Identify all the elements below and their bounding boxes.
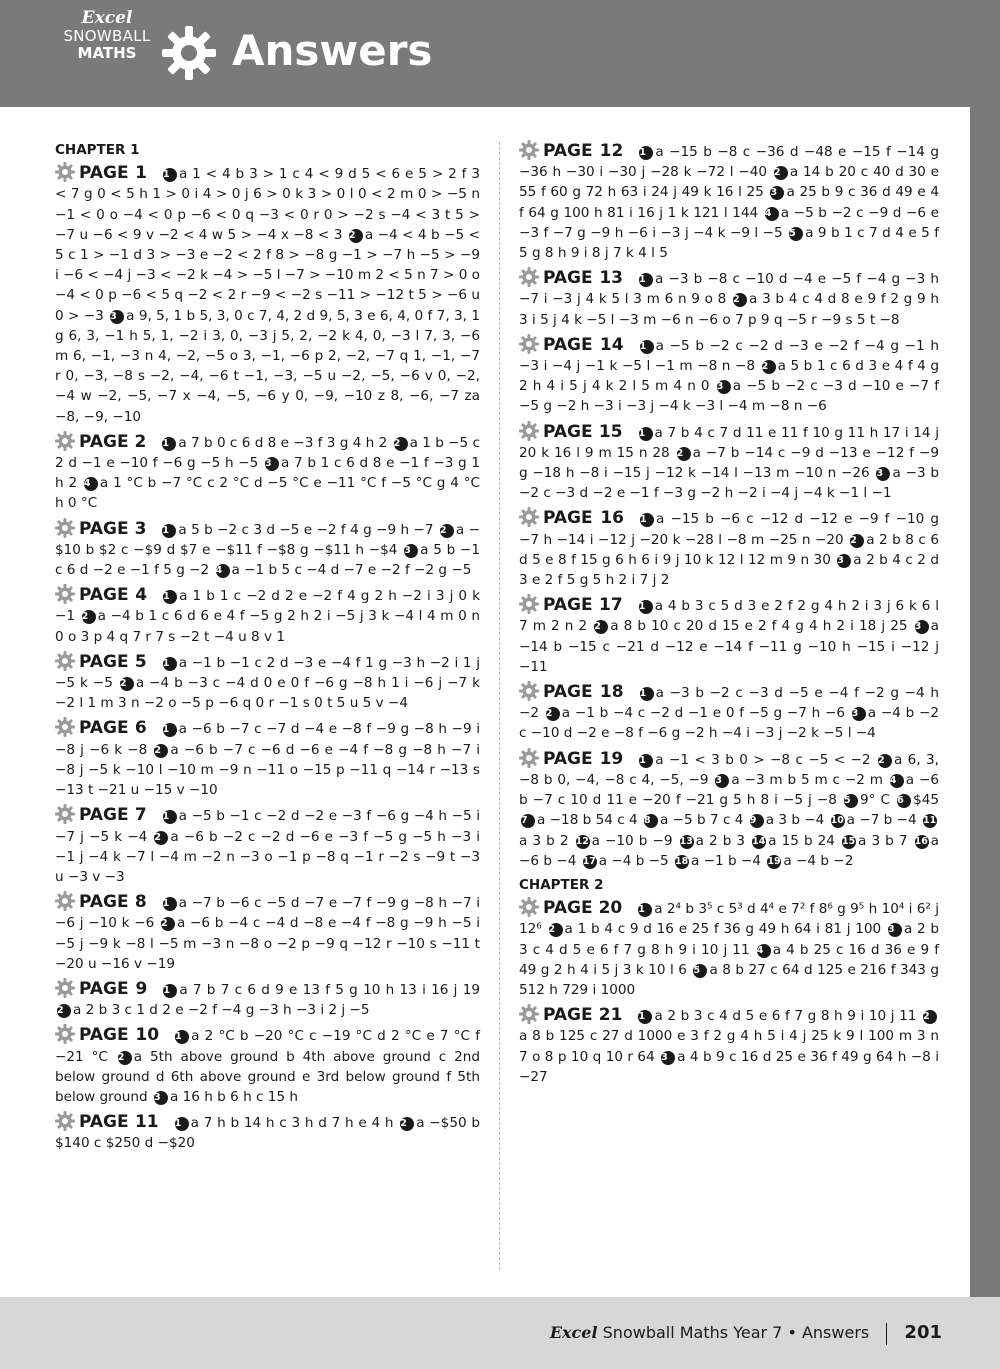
answer-text: a −$50 b $140 c $250 d −$20 <box>55 1115 481 1152</box>
gear-icon <box>519 267 539 287</box>
question-number-badge: 2 <box>82 610 96 624</box>
gear-icon <box>519 748 539 768</box>
answer-text: a 3 b 2 <box>519 832 569 849</box>
question-number-badge: 4 <box>84 477 98 491</box>
question-number-badge: 1 <box>162 437 176 451</box>
question-number-badge: 2 <box>154 744 168 758</box>
page-heading <box>519 508 638 529</box>
answer-text: a 2 °C b −20 °C c −19 °C d 2 °C e 7 °C f −21 °C <box>55 1028 480 1065</box>
gear-icon <box>519 594 539 614</box>
brand-maths: MATHS <box>77 44 137 62</box>
answer-text: a −7 b −14 c −9 d −13 e −12 f −9 g −18 h −8 i −15 j −12 k −14 l −13 m −10 n −26 <box>519 444 940 482</box>
page-label: PAGE 4 <box>79 585 148 606</box>
answer-text: a −3 b −2 c −3 d −2 e −1 f −3 g −2 h −2 i −4 j −4 k −1 l −1 <box>519 465 940 502</box>
answer-text: a −6 b −7 c −7 d −4 e −8 f −9 g −8 h −9 i −8 j −6 k −8 <box>55 721 480 758</box>
question-number-badge: 5 <box>789 227 803 241</box>
page-number: 201 <box>904 1322 942 1343</box>
question-number-badge: 2 <box>118 1051 132 1065</box>
answer-text: a 8 b 125 c 27 d 1000 e 3 f 2 g 4 h 5 i 4 j 25 k 9 l 100 m 3 n 7 o 8 p 10 q 10 r 64 <box>519 1028 939 1065</box>
answer-text: a 9 b 1 c 7 d 4 e 5 f 5 g 8 h 9 i 8 j 7 k 4 l 5 <box>519 224 940 262</box>
answer-section <box>55 431 480 514</box>
answer-text: a −5 b 7 c 4 <box>660 812 744 829</box>
question-number-badge: 1 <box>640 687 654 701</box>
answer-text: a −6 b −7 c 10 d 11 e −20 f −21 g 5 h 8 i −5 j −8 <box>519 771 939 809</box>
page-heading <box>55 163 161 184</box>
answer-text: a −5 b −2 c −2 d −3 e −2 f −4 g −1 h −3 i −4 j −1 k −5 l −1 m −8 n −8 <box>519 337 939 375</box>
question-number-badge: 3 <box>154 1091 168 1105</box>
gear-icon <box>519 1004 539 1024</box>
answer-text: a −10 b −9 <box>591 832 673 849</box>
page-heading <box>55 431 160 452</box>
answer-text: a −5 b −2 c −9 d −6 e −3 f −7 g −9 h −6 i −3 j −4 k −9 l −5 <box>519 204 939 241</box>
gear-icon <box>55 431 75 451</box>
page-label: PAGE 1 <box>79 163 147 184</box>
answer-section <box>55 518 480 581</box>
question-number-badge: 3 <box>715 774 729 788</box>
answer-text: a 5 b −2 c 3 d −5 e −2 f 4 g −9 h −7 <box>178 521 434 538</box>
answer-text: a 16 h b 6 h c 15 h <box>169 1088 299 1105</box>
question-number-badge: 2 <box>161 917 175 931</box>
page-heading <box>519 334 638 355</box>
page-label: PAGE 14 <box>543 334 624 355</box>
answer-text: a −4 b −2 <box>783 852 854 869</box>
answer-text: a 1 °C b −7 °C c 2 °C d −5 °C e −11 °C f −5 °C g 4 °C h 0 °C <box>55 475 480 512</box>
question-number-badge: 14 <box>752 835 766 847</box>
question-number-badge: 18 <box>675 855 689 867</box>
page-heading <box>55 1112 173 1133</box>
answer-text: a 8 b 27 c 64 d 125 e 216 f 343 g 512 h 729 i 1000 <box>519 961 940 998</box>
answer-text: a 25 b 9 c 36 d 49 e 4 f 64 g 100 h 81 i 16 j 1 k 121 l 144 <box>519 184 940 221</box>
page-heading <box>55 651 161 672</box>
question-number-badge: 2 <box>677 447 691 461</box>
question-number-badge: 3 <box>404 544 418 558</box>
question-number-badge: 8 <box>644 814 658 828</box>
answer-text: a 6, 3, −8 b 0, −4, −8 c 4, −5, −9 <box>519 751 939 788</box>
chapter-heading: CHAPTER 1 <box>55 142 140 158</box>
answer-text: a 3 b 4 c 4 d 8 e 9 f 2 g 9 h 3 i 5 j 4 k −5 l −3 m −6 n −6 o 7 p 9 q −5 r −9 s 5 t −8 <box>519 291 939 328</box>
answer-text: a 7 b 0 c 6 d 8 e −3 f 3 g 4 h 2 <box>178 434 388 451</box>
question-number-badge: 15 <box>842 835 856 847</box>
gear-icon <box>55 584 75 604</box>
question-number-badge: 1 <box>639 146 653 160</box>
answer-text: a 4 b 3 c 5 d 3 e 2 f 2 g 4 h 2 i 3 j 6 k 6 l 7 m 2 n 2 <box>519 598 939 635</box>
question-number-badge: 4 <box>890 774 904 788</box>
answer-text: a 3 b 7 <box>858 832 908 849</box>
answers-column-right <box>519 140 939 1091</box>
question-number-badge: 1 <box>162 524 176 538</box>
gear-icon <box>55 518 75 538</box>
gear-icon <box>519 334 539 354</box>
page-title: Answers <box>232 26 433 75</box>
gear-icon <box>55 1111 75 1131</box>
brand-logo <box>52 10 162 61</box>
gear-icon <box>519 681 539 701</box>
footer-bullet: • <box>787 1323 797 1342</box>
answer-section <box>519 748 939 871</box>
answer-text: a 14 b 20 c 40 d 30 e 55 f 60 g 72 h 63 i 24 j 49 k 16 l 25 <box>519 164 940 201</box>
page-label: PAGE 8 <box>79 892 147 913</box>
page-heading <box>55 1025 173 1046</box>
answer-text: a −4 b 1 c 6 d 6 e 4 f −5 g 2 h 2 i −5 j 3 k −4 l 4 m 0 n 0 o 3 p 4 q 7 r 7 s −2 t −4 u 8 v 1 <box>55 608 480 645</box>
column-divider <box>499 142 500 1270</box>
question-number-badge: 2 <box>733 293 747 307</box>
question-number-badge: 3 <box>876 467 890 481</box>
answer-text: a −6 b −4 <box>519 832 939 869</box>
answer-section <box>519 681 939 744</box>
question-number-badge: 6 <box>897 794 911 808</box>
question-number-badge: 1 <box>638 903 652 917</box>
page-heading <box>519 1005 636 1026</box>
answer-text: a 1 b 4 c 9 d 16 e 25 f 36 g 49 h 64 i 81 j 100 <box>564 921 882 938</box>
page-heading <box>55 518 160 539</box>
answer-text: a −14 b −15 c −21 d −12 e −14 f −11 g −10 h −15 i −12 j −11 <box>519 618 939 675</box>
question-number-badge: 11 <box>923 815 937 827</box>
page-label: PAGE 12 <box>543 141 624 161</box>
question-number-badge: 12 <box>575 835 589 847</box>
answer-text: a 2 b 3 c 4 d 5 e 6 f 7 g 8 h 9 i 10 j 11 <box>654 1008 917 1025</box>
answer-section <box>55 717 480 800</box>
question-number-badge: 1 <box>638 1010 652 1024</box>
page-label: PAGE 6 <box>79 718 147 739</box>
answer-text: a −1 < 3 b 0 > −8 c −5 < −2 <box>655 751 871 768</box>
footer-brand: Excel <box>549 1323 598 1342</box>
page-heading <box>519 682 638 703</box>
answer-text: a −$10 b $2 c −$9 d $7 e −$11 f −$8 g −$11 h −$4 <box>55 521 480 558</box>
answer-text: a −3 m b 5 m c −2 m <box>731 771 883 788</box>
question-number-badge: 2 <box>549 923 563 937</box>
answer-text: a 2 b 3 c 1 d 2 e −2 f −4 g −3 h −3 i 2 j −5 <box>73 1002 370 1019</box>
gear-icon <box>55 717 75 737</box>
page-label: PAGE 21 <box>543 1005 623 1026</box>
question-number-badge: 1 <box>640 513 654 527</box>
answer-text: a 3 b −4 <box>765 812 825 829</box>
question-number-badge: 4 <box>757 944 771 958</box>
question-number-badge: 2 <box>349 229 363 243</box>
page-label: PAGE 20 <box>543 898 623 919</box>
snowflake-gear-icon <box>160 24 218 82</box>
answer-section <box>519 507 939 590</box>
question-number-badge: 4 <box>765 207 779 221</box>
gear-icon <box>55 978 75 998</box>
answer-text: a 5th above ground b 4th above ground c 2nd below ground d 6th above ground e 3rd below ground f 5th below ground <box>55 1048 480 1105</box>
question-number-badge: 3 <box>915 620 929 634</box>
gear-icon <box>519 507 539 527</box>
question-number-badge: 7 <box>521 814 535 828</box>
question-number-badge: 1 <box>163 590 177 604</box>
question-number-badge: 3 <box>837 554 851 568</box>
page-label: PAGE 7 <box>79 805 147 826</box>
answer-text: a 2⁴ b 3⁵ c 5³ d 4⁴ e 7² f 8⁶ g 9⁵ h 10⁴ i 6² j 12⁶ <box>519 901 939 938</box>
page-heading <box>519 595 637 616</box>
answer-text: a 1 < 4 b 3 > 1 c 4 < 9 d 5 < 6 e 5 > 2 f 3 < 7 g 0 < 5 h 1 > 0 i 4 > 0 j 6 > 0 k 3 > 0 l 0 < 2 m 0 > −5 n −1 < 0 o −4 < 0 p −6 < 0 q −3 < 0 r 0 > −2 s −4 < 3 t 5 > −7 u −6 < 9 v −2 < 4 w 5 > −4 x −8 < 3 <box>55 166 480 243</box>
answer-text: a 2 b 3 <box>695 832 746 849</box>
answer-text: a −4 b −3 c −4 d 0 e 0 f −6 g −8 h 1 i −6 j −7 k −2 l 1 m 3 n −2 o −5 p −6 q 0 r −1 s 0 t 5 u 5 v −4 <box>55 675 480 712</box>
answer-text: $45 <box>913 792 940 809</box>
answer-text: a −7 b −6 c −5 d −7 e −7 f −9 g −8 h −7 i −6 j −10 k −6 <box>55 895 480 932</box>
question-number-badge: 3 <box>110 310 124 324</box>
answer-text: a 4 b 25 c 16 d 36 e 9 f 49 g 2 h 4 i 5 j 3 k 10 l 6 <box>519 941 939 978</box>
footer-section: Answers <box>801 1323 870 1342</box>
answer-text: a −1 b −1 c 2 d −3 e −4 f 1 g −3 h −2 i 1 j −5 k −5 <box>55 654 481 692</box>
answer-text: a −6 b −4 c −4 d −8 e −4 f −8 g −9 h −5 i −5 j −9 k −8 l −5 m −3 n −8 o −2 p −9 q −12 r −10 s −11 t −20 u −16 v −19 <box>55 915 480 972</box>
question-number-badge: 1 <box>163 984 177 998</box>
answer-section <box>55 978 480 1020</box>
question-number-badge: 2 <box>400 1117 414 1131</box>
question-number-badge: 2 <box>762 360 776 374</box>
question-number-badge: 3 <box>265 457 279 471</box>
page-label: PAGE 19 <box>543 748 624 769</box>
answer-text: a 2 b 3 c 4 d 5 e 6 f 7 g 8 h 9 i 10 j 11 <box>519 921 940 958</box>
answer-text: a 7 h b 14 h c 3 h d 7 h e 4 h <box>190 1115 394 1132</box>
answer-text: a −4 b −5 <box>598 852 669 869</box>
question-number-badge: 1 <box>175 1030 189 1044</box>
answer-text: a 7 b 7 c 6 d 9 e 13 f 5 g 10 h 13 i 16 j 19 <box>179 981 480 998</box>
question-number-badge: 5 <box>693 964 707 978</box>
answer-text: a −1 b 5 c −4 d −7 e −2 f −2 g −5 <box>231 562 472 579</box>
answer-text: a 15 b 24 <box>768 832 835 849</box>
answer-section <box>55 804 480 887</box>
question-number-badge: 3 <box>661 1051 675 1065</box>
question-number-badge: 1 <box>639 754 653 768</box>
answer-text: a −18 b 54 c 4 <box>537 812 638 829</box>
answer-text: a −4 b −2 c −10 d −2 e −8 f −6 g −2 h −4 i −3 j −2 k −5 l −4 <box>519 705 939 742</box>
question-number-badge: 16 <box>914 835 928 847</box>
gear-icon <box>519 897 539 917</box>
answer-section <box>55 1111 480 1153</box>
answer-text: a 9, 5, 1 b 5, 3, 0 c 7, 4, 2 d 9, 5, 3 e 6, 4, 0 f 7, 3, 1 g 6, 3, −1 h 5, 1, −2 i 3, 0, −3 j 5, 2, −2 k 4, 0, −3 l 7, 3, −6 m 6, −1, −3 n 4, −2, −5 o 3, −1, −6 p 2, −2, −7 q 1, −1, −7 r 0, −3, −8 s −2, −4, −6 t −1, −3, −5 u −2, −5, −6 v 0, −2, −4 w −2, −5, −7 x −4, −5, −6 y 0, −9, −10 z 8, −6, −7 za −8, −9, −10 <box>55 307 480 425</box>
question-number-badge: 2 <box>394 437 408 451</box>
footer-divider <box>886 1323 887 1345</box>
page-heading <box>519 141 637 161</box>
question-number-badge: 2 <box>546 707 560 721</box>
page-label: PAGE 16 <box>543 508 624 529</box>
answer-text: a −3 b −8 c −10 d −4 e −5 f −4 g −3 h −7 i −3 j 4 k 5 l 3 m 6 n 9 o 8 <box>519 271 939 308</box>
answer-text: a −1 b −4 <box>691 852 762 869</box>
answer-text: a −5 b −1 c −2 d −2 e −3 f −6 g −4 h −5 i −7 j −5 k −4 <box>55 808 480 845</box>
page-heading <box>519 268 637 289</box>
answer-text: 9° C <box>860 792 890 809</box>
question-number-badge: 17 <box>582 855 596 867</box>
gear-icon <box>55 804 75 824</box>
question-number-badge: 2 <box>154 831 168 845</box>
question-number-badge: 1 <box>640 340 654 354</box>
answer-text: a −15 b −6 c −12 d −12 e −9 f −10 g −7 h −14 i −12 j −20 k −28 l −8 m −25 n −20 <box>519 511 939 548</box>
brand-excel: Excel <box>81 8 133 28</box>
question-number-badge: 1 <box>163 657 177 671</box>
answer-section <box>55 891 480 974</box>
question-number-badge: 3 <box>888 923 902 937</box>
answer-section <box>519 897 939 1000</box>
question-number-badge: 1 <box>175 1117 189 1131</box>
answer-text: a 2 b 8 c 6 d 5 e 8 f 15 g 6 h 6 i 9 j 10 k 12 l 12 m 9 n 30 <box>519 531 939 568</box>
page-heading <box>55 978 161 999</box>
question-number-badge: 19 <box>767 855 781 867</box>
page-label: PAGE 2 <box>79 431 147 452</box>
question-number-badge: 9 <box>750 814 764 828</box>
question-number-badge: 13 <box>679 835 693 847</box>
answer-text: a −7 b −4 <box>846 812 917 829</box>
answer-section <box>519 594 939 677</box>
gear-icon <box>55 891 75 911</box>
question-number-badge: 1 <box>163 168 177 182</box>
page-heading <box>55 892 161 913</box>
page-label: PAGE 5 <box>79 651 147 672</box>
question-number-badge: 2 <box>594 620 608 634</box>
question-number-badge: 2 <box>120 677 134 691</box>
gear-icon <box>55 1024 75 1044</box>
right-edge-band <box>970 107 1000 1297</box>
answer-text: a 7 b 1 c 6 d 8 e −1 f −3 g 1 h 2 <box>55 455 480 492</box>
question-number-badge: 1 <box>639 427 653 441</box>
answer-text: a 4 b 9 c 16 d 25 e 36 f 49 g 64 h −8 i −27 <box>519 1048 939 1085</box>
question-number-badge: 4 <box>216 564 230 578</box>
page-heading <box>519 421 637 442</box>
footer-book-title: Snowball Maths Year 7 <box>602 1323 783 1342</box>
answer-section <box>55 162 480 427</box>
page-label: PAGE 10 <box>79 1025 160 1046</box>
answer-text: a 7 b 4 c 7 d 11 e 11 f 10 g 11 h 17 i 14 j 20 k 16 l 9 m 15 n 28 <box>519 424 939 461</box>
answer-text: a 2 b 4 c 2 d 3 e 2 f 5 g 5 h 2 i 7 j 2 <box>519 551 939 589</box>
question-number-badge: 10 <box>830 815 844 827</box>
question-number-badge: 1 <box>163 897 177 911</box>
answer-text: a 8 b 10 c 20 d 15 e 2 f 4 g 4 h 2 i 18 j 25 <box>610 618 908 635</box>
gear-icon <box>519 421 539 441</box>
question-number-badge: 5 <box>844 794 858 808</box>
page-label: PAGE 13 <box>543 268 623 289</box>
gear-icon <box>519 140 539 160</box>
question-number-badge: 2 <box>878 754 892 768</box>
chapter-heading: CHAPTER 2 <box>519 876 604 893</box>
page-label: PAGE 3 <box>79 518 147 539</box>
answer-section <box>519 334 939 417</box>
answer-section <box>519 421 939 504</box>
answer-text: a −6 b −2 c −2 d −6 e −3 f −5 g −5 h −3 i −1 j −4 k −7 l −4 m −2 n −3 o −1 p −8 q −1 r −2 s −9 t −3 u −3 v −3 <box>55 828 480 885</box>
answer-section <box>55 1024 480 1107</box>
answer-text: a −4 < 4 b −5 < 5 c 1 > −1 d 3 > −3 e −2 < 2 f 8 > −8 g −1 > −7 h −5 > −9 i −6 < −4 j −3 < −2 k −4 > −5 l −7 > −10 m 2 < 5 n 7 > 0 o −4 < 0 p −6 < 5 q −2 < 2 r −9 < −2 s −11 > −12 t 5 > −6 u 0 > −3 <box>55 226 480 324</box>
answer-section <box>55 584 480 647</box>
question-number-badge: 3 <box>717 380 731 394</box>
answer-section <box>519 1004 939 1087</box>
page-heading <box>519 748 637 769</box>
page-label: PAGE 18 <box>543 682 624 703</box>
answer-section <box>55 651 480 714</box>
question-number-badge: 1 <box>639 600 653 614</box>
question-number-badge: 2 <box>774 166 788 180</box>
page-heading <box>519 898 636 919</box>
question-number-badge: 2 <box>923 1010 937 1024</box>
question-number-badge: 3 <box>770 186 784 200</box>
gear-icon <box>55 162 75 182</box>
answer-section <box>519 267 939 330</box>
question-number-badge: 1 <box>163 723 177 737</box>
page-label: PAGE 15 <box>543 421 623 442</box>
page-heading <box>55 585 161 606</box>
answer-text: a 5 b 1 c 6 d 3 e 4 f 4 g 2 h 4 i 5 j 4 k 2 l 5 m 4 n 0 <box>519 358 939 395</box>
page-label: PAGE 17 <box>543 595 623 616</box>
question-number-badge: 3 <box>852 707 866 721</box>
page-heading <box>55 805 161 826</box>
answer-text: a −1 b −4 c −2 d −1 e 0 f −5 g −7 h −6 <box>561 705 846 722</box>
gear-icon <box>55 651 75 671</box>
answer-text: a 1 b 1 c −2 d 2 e −2 f 4 g 2 h −2 i 3 j 0 k −1 <box>55 588 480 625</box>
question-number-badge: 2 <box>440 524 454 538</box>
question-number-badge: 2 <box>57 1004 71 1018</box>
answer-text: a −15 b −8 c −36 d −48 e −15 f −14 g −36 h −30 i −30 j −28 k −72 l −40 <box>519 144 939 181</box>
brand-snowball: SNOWBALL <box>63 27 151 45</box>
answers-column-left <box>55 140 480 1158</box>
answer-text: a −3 b −2 c −3 d −5 e −4 f −2 g −4 h −2 <box>519 685 939 722</box>
page-heading <box>55 718 161 739</box>
answer-text: a −5 b −2 c −3 d −10 e −7 f −5 g −2 h −3 i −3 j −4 k −3 l −4 m −8 n −6 <box>519 378 939 415</box>
page-label: PAGE 11 <box>79 1112 159 1133</box>
answer-text: a −6 b −7 c −6 d −6 e −4 f −8 g −8 h −7 i −8 j −5 k −10 l −10 m −9 n −11 o −15 p −11 q −14 r −13 s −13 t −21 u −15 v −10 <box>55 741 480 799</box>
page-label: PAGE 9 <box>79 978 148 999</box>
answer-section <box>519 140 939 263</box>
question-number-badge: 2 <box>850 534 864 548</box>
question-number-badge: 1 <box>639 273 653 287</box>
answer-text: a 5 b −1 c 6 d −2 e −1 f 5 g −2 <box>55 541 480 579</box>
question-number-badge: 1 <box>163 810 177 824</box>
answer-text: a 1 b −5 c 2 d −1 e −10 f −6 g −5 h −5 <box>55 434 480 472</box>
footer <box>550 1322 942 1345</box>
